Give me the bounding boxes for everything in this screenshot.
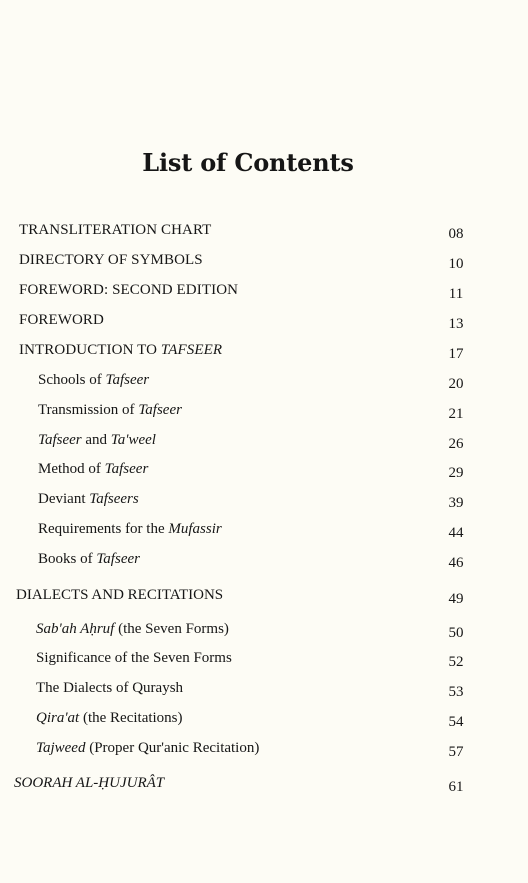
toc-entry-title [19,312,104,329]
toc-page-number: 53 [448,684,464,700]
toc-entry [0,312,528,334]
toc-entry-title [19,342,222,359]
toc-entry-title [38,432,156,449]
toc-title-italic-part: Tafseer [105,372,150,388]
toc-page-number: 46 [448,555,464,571]
toc-entry [0,222,528,244]
toc-title-part: (the Seven Forms) [114,621,229,637]
toc-entry-title [19,252,203,269]
toc-title-italic-part: Mufassir [168,521,222,537]
toc-title-part: FOREWORD: SECOND EDITION [19,282,239,298]
toc-entry [0,740,528,762]
toc-entry [0,680,528,702]
toc-entry-title [38,372,149,389]
toc-page-number: 11 [448,286,464,302]
toc-entry [0,621,528,643]
toc-page-number: 08 [448,226,464,242]
toc-entry [0,587,528,609]
toc-page-number: 44 [448,525,464,541]
toc-entry-title [16,587,223,604]
toc-title-italic-part: Qira'at [36,710,80,726]
toc-entry-title [38,521,222,538]
page-title: List of Contents [142,148,354,177]
toc-page-number: 54 [448,714,464,730]
toc-page-number: 17 [448,346,464,362]
toc-page-number: 39 [448,495,464,511]
toc-title-part: DIRECTORY OF SYMBOLS [19,252,203,268]
toc-page-number: 49 [448,591,464,607]
toc-title-italic-part: Tajweed [36,740,86,756]
toc-entry-title [36,710,183,727]
toc-title-part: and [81,432,111,448]
toc-title-italic-part: TAFSEER [160,342,223,358]
toc-page-number: 20 [448,376,464,392]
toc-title-part: DIALECTS AND RECITATIONS [16,587,224,603]
toc-title-part: Significance of the Seven Forms [36,650,232,666]
toc-page-number: 57 [448,744,464,760]
toc-entry [0,461,528,483]
toc-title-italic-part: Tafseer [138,402,182,418]
toc-page-number: 52 [448,654,464,670]
toc-page-number: 21 [448,406,464,422]
toc-entry-title [36,650,232,667]
toc-entry [0,710,528,732]
toc-title-italic-part: Tafseers [89,491,139,507]
toc-title-part: Method of [38,461,105,477]
toc-entry [0,402,528,424]
toc-entry-title [38,461,148,478]
toc-entry-title [19,222,211,239]
toc-entry [0,342,528,364]
toc-title-italic-part: Tafseer [104,461,149,477]
toc-entry [0,650,528,672]
toc-entry-title [38,491,139,508]
toc-entry [0,775,528,797]
toc-page-number: 10 [448,256,464,272]
toc-title-part: (Proper Qur'anic Recitation) [85,740,260,756]
toc-page-number: 26 [448,436,464,452]
toc-title-italic-part: Ta'weel [110,432,156,448]
toc-title-part: FOREWORD [19,312,104,328]
toc-page-number: 50 [448,625,464,641]
toc-entry-title [36,680,183,697]
toc-page-number: 13 [448,316,464,332]
toc-entry [0,282,528,304]
toc-entry-title [36,740,259,757]
toc-page-number: 61 [448,779,464,795]
toc-title-part: Requirements for the [38,521,169,537]
toc-entry [0,252,528,274]
toc-entry [0,551,528,573]
toc-title-italic-part: Tafseer [38,432,82,448]
toc-title-part: INTRODUCTION TO [19,342,161,358]
toc-title-part: Deviant [38,491,90,507]
toc-entry [0,432,528,454]
toc-title-part: TRANSLITERATION CHART [19,222,212,238]
toc-title-part: Schools of [38,372,106,388]
toc-entry-title [38,402,182,419]
toc-title-part: Books of [38,551,97,567]
toc-title-part: The Dialects of Quraysh [36,680,184,696]
toc-title-italic-part: SOORAH AL-ḤUJURÂT [14,775,165,791]
toc-page-number: 29 [448,465,464,481]
toc-title-part: (the Recitations) [79,710,183,726]
toc-entry-title [14,775,164,792]
toc-entry [0,521,528,543]
toc-entry-title [36,621,229,638]
toc-entry-title [38,551,140,568]
toc-entry [0,491,528,513]
toc-title-part: Transmission of [38,402,139,418]
toc-title-italic-part: Tafseer [96,551,140,567]
toc-title-italic-part: Sab'ah Aḥruf [36,621,115,637]
toc-entry-title [19,282,238,299]
toc-entry [0,372,528,394]
